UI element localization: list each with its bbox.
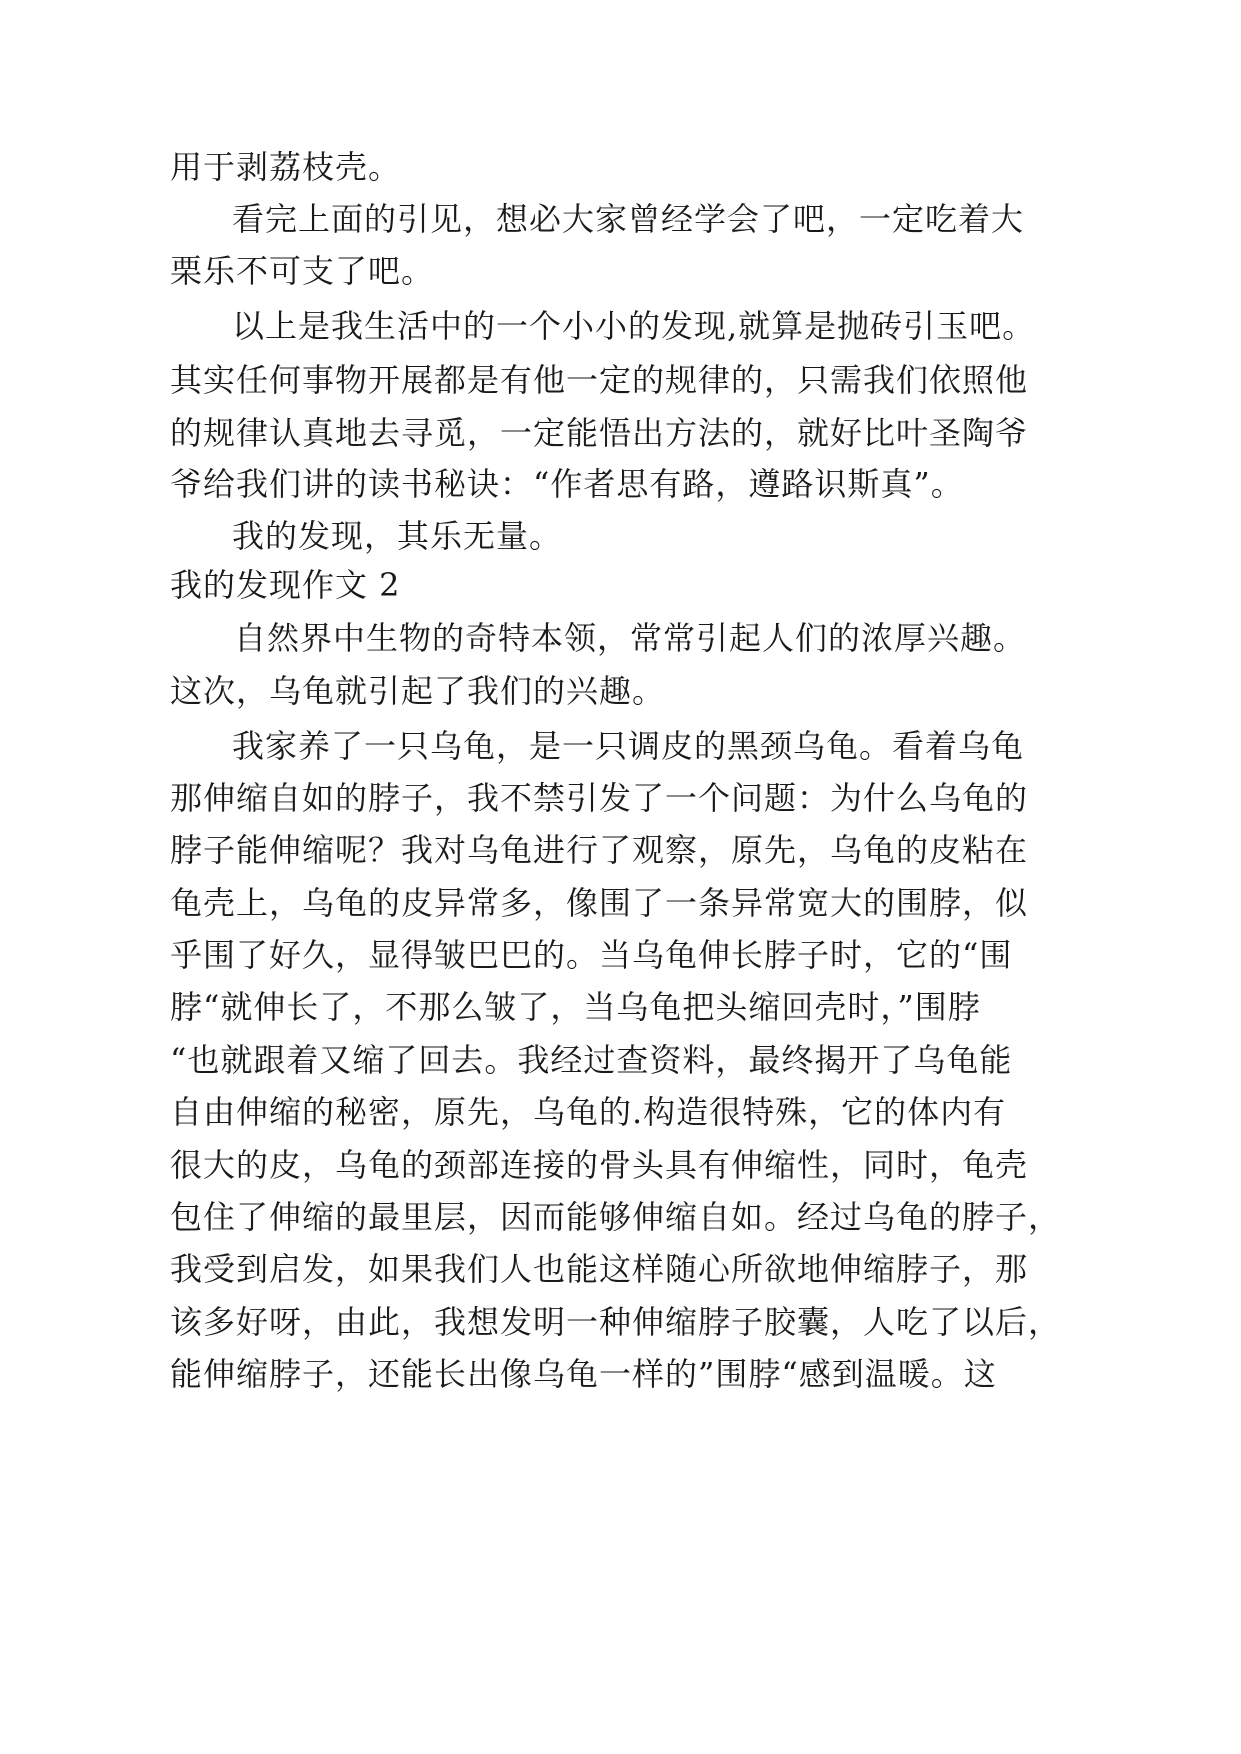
text-line: 能伸缩脖子，还能长出像乌龟一样的”围脖“感到温暖。这 (170, 1355, 997, 1393)
paragraph-first-line: 以上是我生活中的一个小小的发现,就算是抛砖引玉吧。 (232, 307, 1036, 345)
text-line: 乎围了好久，显得皱巴巴的。当乌龟伸长脖子时，它的“围 (170, 936, 1013, 974)
text-line: 栗乐不可支了吧。 (170, 252, 435, 290)
paragraph-first-line: 看完上面的引见，想必大家曾经学会了吧，一定吃着大 (232, 200, 1025, 238)
text-line: 脖“就伸长了，不那么皱了，当乌龟把头缩回壳时，”围脖 (170, 988, 981, 1026)
text-line: 爷给我们讲的读书秘诀：“作者思有路，遵路识斯真”。 (170, 465, 964, 503)
text-line: 这次，乌龟就引起了我们的兴趣。 (170, 672, 666, 710)
text-line: 很大的皮，乌龟的颈部连接的骨头具有伸缩性，同时，龟壳 (170, 1146, 1029, 1184)
text-line: 其实任何事物开展都是有他一定的规律的，只需我们依照他 (170, 361, 1029, 399)
text-line: 自由伸缩的秘密，原先，乌龟的.构造很特殊，它的体内有 (170, 1093, 1007, 1131)
paragraph-first-line: 我家养了一只乌龟，是一只调皮的黑颈乌龟。看着乌龟 (232, 727, 1025, 765)
section-heading: 我的发现作文 2 (170, 566, 401, 604)
text-line: 该多好呀，由此，我想发明一种伸缩脖子胶囊，人吃了以后， (170, 1303, 1062, 1341)
text-line: 那伸缩自如的脖子，我不禁引发了一个问题：为什么乌龟的 (170, 779, 1029, 817)
paragraph-first-line: 自然界中生物的奇特本领，常常引起人们的浓厚兴趣。 (234, 619, 1027, 657)
text-line: 的规律认真地去寻觅，一定能悟出方法的，就好比叶圣陶爷 (170, 414, 1029, 452)
text-line: 龟壳上，乌龟的皮异常多，像围了一条异常宽大的围脖，似 (170, 884, 1029, 922)
text-line: 我受到启发，如果我们人也能这样随心所欲地伸缩脖子，那 (170, 1250, 1029, 1288)
text-line: 用于剥荔枝壳。 (170, 148, 402, 186)
text-line: 包住了伸缩的最里层，因而能够伸缩自如。经过乌龟的脖子， (170, 1198, 1062, 1236)
text-line: 脖子能伸缩呢？我对乌龟进行了观察，原先，乌龟的皮粘在 (170, 831, 1029, 869)
text-line: “也就跟着又缩了回去。我经过查资料，最终揭开了乌龟能 (170, 1041, 1013, 1079)
paragraph-first-line: 我的发现，其乐无量。 (232, 517, 563, 555)
